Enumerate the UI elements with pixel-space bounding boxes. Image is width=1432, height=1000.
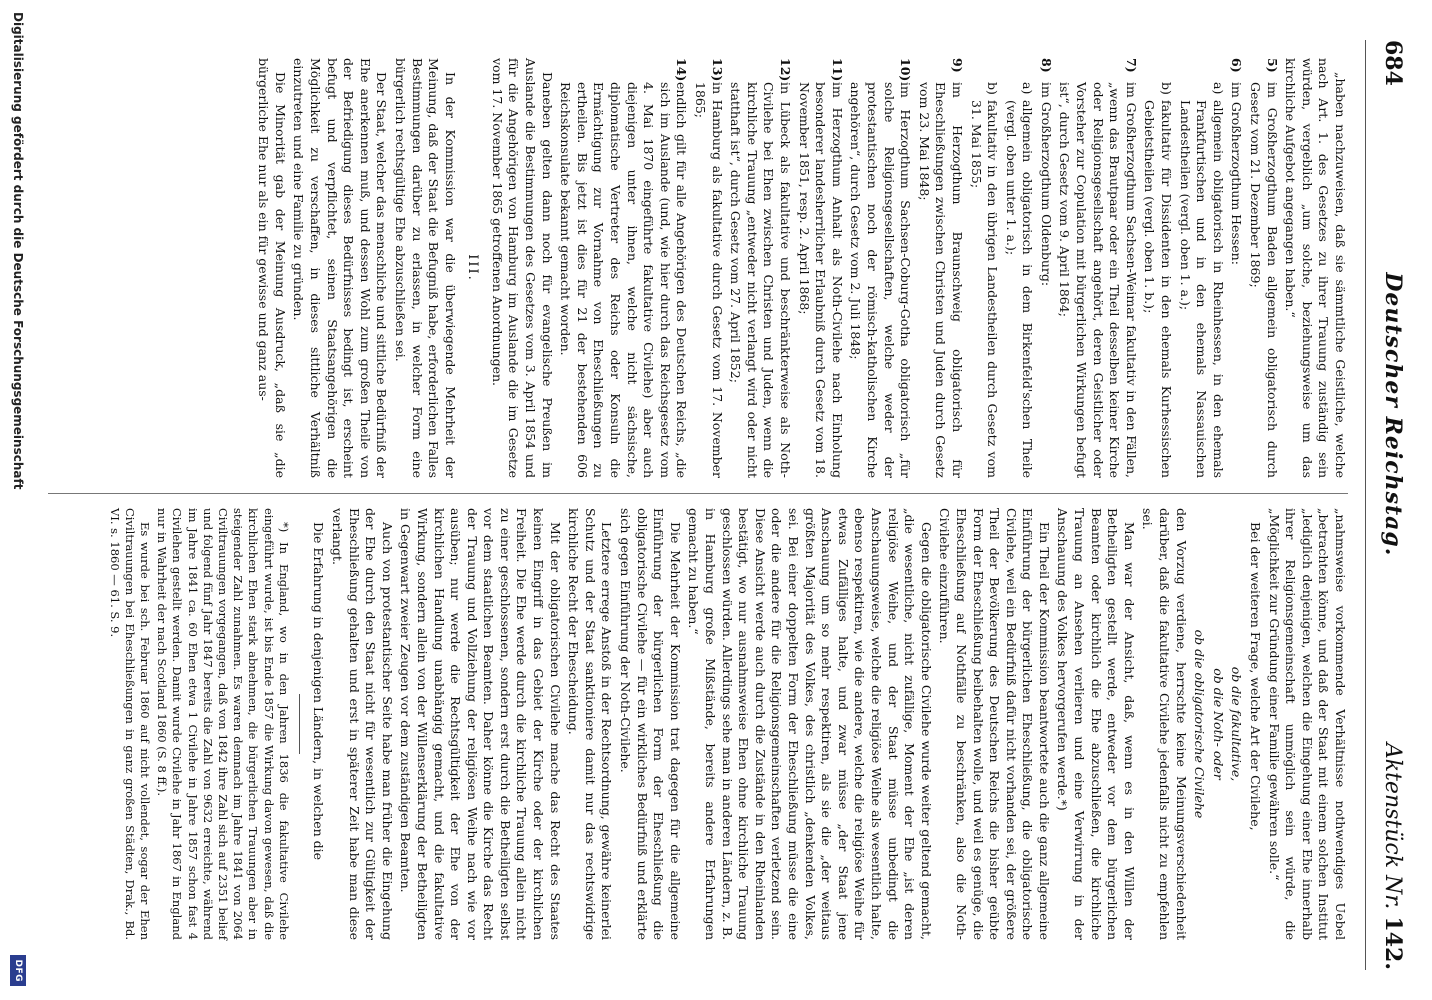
sub-list-item — [1141, 82, 1174, 478]
page-number: 684 — [1380, 40, 1406, 86]
paragraph: Die Mehrheit der Kommission trat dagegen für die allgemeine Einführung der bürgerlichen Form der Eheschließung die obligatorische Civilehe — für ein wirkliches Bedürfniß und erklärte sich gegen Einführung der Noth-Civilehe. — [618, 508, 683, 940]
item-number: 14) — [674, 58, 690, 82]
item-text: im Herzogthum Braunschweig obligatorisch für Eheschließungen zwischen Christen und Juden durch Gesetz vom 23. Mai 1848; — [916, 82, 965, 478]
item-text: fakultativ für Dissidenten in den ehemals Kurhessischen Gebietstheilen (vergl. oben 1. b.); — [1142, 100, 1175, 478]
item-number: 7) — [1123, 58, 1139, 73]
item-number: 12) — [778, 58, 793, 82]
item-text: im Großherzogthum Baden allgemein obligatorisch durch Gesetz vom 21. Dezember 1869; — [1248, 82, 1280, 478]
item-text: in Lübeck als fakultative und beschränkterweise als Noth-Civilehe bei Ehen zwischen Christen und Juden, wenn die kirchliche Trauung „entweder nicht verlangt wird oder nicht statthaft ist“, durch Gesetz vom 27. April 1852; — [728, 82, 793, 478]
paragraph: „nahmsweise vorkommende Verhältnisse nothwendiges Uebel „betrachten könne, und daß der Staat mit einem solchen Institut „lediglich denjenigen, welchen die Eingehung einer Ehe innerhalb ihrer Religionsgemeinschaft unmöglich sein würde, die „Möglichkeit zur Gründung einer Familie gewähren solle.“ — [1266, 508, 1348, 940]
paragraph: Der Staat, welcher das menschliche und sittliche Bedürfniß der Ehe anerkennen muß, und dessen Wohl zum großen Theile von der Befriedigung dieses Bedürfnisses bedingt ist, erscheint befugt und verpflichtet, seinen Staatsangehörigen die Möglichkeit zu verschaffen, in dieses sittliche Verhältniß einzutreten und eine Familie zu gründen. — [291, 58, 390, 478]
item-text: fakultativ in den übrigen Landestheilen durch Gesetz vom 31. Mai 1855; — [968, 100, 1001, 478]
paragraph: „haben nachzuweisen, daß sie sämmtliche Geistliche, welche nach Art. 1. des Gesetzes zu ihrer Trauung zuständig sein würden, vergeblich „um solche, beziehungsweise um das kirchliche Aufgebot angegangen haben.“ — [1283, 58, 1348, 478]
issue-prefix: Aktenstück Nr. — [1380, 742, 1405, 910]
item-text: allgemein obligatorisch in dem Birkenfeld'schen Theile (vergl. oben unter 1. a.); — [1003, 100, 1036, 478]
item-text: im Herzogthum Sachsen-Coburg-Gotha obligatorisch „für solche Religionsgesellschaften, welche weder der protestantischen noch der römisch-katholischen Kirche angehören“, durch Gesetz vom 2. Juli 1848; — [848, 82, 914, 478]
item-number: a) — [1020, 82, 1036, 95]
option-line: ob die Noth- oder — [1210, 668, 1226, 780]
option-line: ob die fakultative, — [1229, 666, 1245, 782]
left-column — [253, 58, 1348, 478]
paragraph: Ein Theil der Kommission beantwortete auch die ganz allgemeine Einführung der bürgerlichen Eheschließung, die obligatorische Civilehe, weil ein Bedürfniß dafür nicht vorhanden sei, der größere Theil der Bevölkerung des Deutschen Reichs die bisher geübte Form der Eheschließung beibehalten wolle, und weil es genüge, die Eheschließung auf Nothfälle zu beschränken, also die Noth-Civilehe einzuführen. — [937, 508, 1052, 940]
item-number: b) — [1159, 82, 1175, 95]
paragraph: Die Erfahrung in denjenigen Ländern, in welchen die — [311, 522, 327, 861]
list-item — [557, 58, 690, 478]
item-number: a) — [1210, 82, 1226, 95]
item-text: endlich gilt für alle Angehörigen des Deutschen Reichs, „die sich im Auslande (und, wie hier durch das Reichsgesetz vom 4. Mai 1870 eingeführte fakultative Civilehe) aber auch diejenigen unter ihnen, welche nicht sächsische, diplomatische Vertreter des Reichs oder Konsuln die Ermächtigung zur Vornahme von Eheschließungen zu ertheilen. Bis jetzt ist dies für 21 der bestehenden 606 Reichskonsulate bekannt gemacht worden. — [558, 82, 690, 478]
list-item — [691, 58, 724, 478]
list-item — [1037, 58, 1054, 478]
item-number: 10) — [898, 58, 914, 82]
right-column — [104, 508, 1348, 940]
list-item — [1056, 58, 1139, 478]
item-text: im Großherzogthum Oldenburg: — [1038, 82, 1054, 287]
list-item — [847, 58, 913, 478]
item-text: im Großherzogthum Hessen: — [1229, 82, 1245, 265]
paragraph: Letztere errege Anstoß in der Rechtsordnung, gewähre keinerlei Schutz und der Staat sanktioniere damit nur das rechtswidrige kirchliche Recht der Ehescheidung. — [566, 508, 615, 940]
sub-list-item — [1002, 82, 1035, 478]
right-column-body — [310, 508, 1348, 940]
column-divider — [48, 493, 1348, 494]
item-text: in Hamburg als fakultative durch Gesetz vom 17. November 1865; — [693, 82, 725, 478]
sub-list-item — [1176, 82, 1226, 478]
list-item — [1228, 58, 1245, 478]
list-item — [795, 58, 845, 478]
option-line: ob die obligatorische Civilehe — [1192, 629, 1208, 819]
footnote-separator — [299, 694, 300, 754]
item-number: b) — [985, 82, 1001, 95]
item-number: 5) — [1264, 58, 1280, 73]
paragraph: den Vorzug verdiene, herrschte keine Meinungsverschiedenheit darüber, daß die fakultative Civilehe jedenfalls nicht zu empfehlen sei. — [1140, 508, 1189, 940]
dfg-logo: DFG — [11, 955, 27, 986]
paragraph: Auch von protestantischer Seite habe man früher die Eingehung der Ehe durch den Staat nicht für wesentlich zur Gültigkeit der Eheschließung gehalten und erst in späterer Zeit habe man diese verlangt. — [329, 508, 395, 940]
paragraph: Mit der obligatorischen Civilehe mache das Recht des Staates keinen Eingriff in das Gebiet der Kirche oder der kirchlichen Freiheit. Die Ehe werde durch die kirchliche Trauung allein nicht zu einer geschlossenen, sondern erst durch die Betheiligten selbst vor dem staatlichen Beamten. Daher könne die Kirche das Recht der Trauung und Vollziehung der religiösen Weihe nach wie vor ausüben; nur werde die Rechtsgültigkeit der Ehe von der kirchlichen Handlung unabhängig gemacht, und die fakultative Wirkung, sondern allein von der Willenserklärung der Betheiligten in Gegenwart zweier Zeugen vor dem zuständigen Beamten. — [398, 508, 563, 940]
digitization-note: Digitalisierung gefördert durch die Deutsche Forschungsgemeinschaft — [11, 12, 26, 490]
list-item — [727, 58, 793, 478]
item-text: im Herzogthum Anhalt als Noth-Civilehe nach Einholung besonderer landesherrlicher Erlaubniß durch Gesetz vom 18. November 1851, resp. 2. April 1868; — [796, 82, 845, 478]
paragraph: Man war der Ansicht, daß, wenn es in den Willen der Betheiligten gestellt werde, entweder vor dem bürgerlichen Beamten oder kirchlich die Ehe abzuschließen, die kirchliche Trauung an Ansehen verlieren und eine Verwirrung in der Anschauung des Volkes hervorgerufen werde.*) — [1055, 508, 1137, 940]
footnote-paragraph: *) In England, wo in den Jahren 1836 die fakultative Civilehe eingeführt wurde, ist bis Ende 1857 die Wirkung davon gewesen, daß die kirchlichen Ehen stark abnehmen, die bürgerlichen Trauungen aber in steigender Zahl zunahmen. Es waren demnach im Jahre 1841 von 2064 Civiltrauungen vorgegangen, daß von 1842 ihre Zahl sich auf 2351 belief und folgend fünf Jahr 1847 bereits die Zahl von 9632 erreichte, während im Jahre 1841 ca. 60 Ehen etwa 1 Civilehe in Jahre 1857 schon fast 4 Civilehen gestellt werden. Damit wurde Civilehe in Jahr 1867 in England nur in Wahrheit der nach Scotland 1860 (S. 8 ff.). — [155, 508, 291, 940]
item-number: 13) — [709, 58, 725, 82]
paragraph: Die Minorität gab der Meinung Ausdruck, „daß sie „die bürgerliche Ehe nur als ein für gewisse und ganz aus- — [256, 58, 288, 478]
paper-title: Deutscher Reichstag. — [1380, 272, 1406, 557]
digitization-strip — [0, 0, 37, 1000]
item-number: 9) — [949, 58, 965, 73]
item-text: im Großherzogthum Sachsen-Weimar fakultativ in den Fällen, „wenn das Brautpaar oder ein Theil desselben keiner Kirche oder Religionsgesellschaft angehört, deren Geistlicher oder Vorsteher zur Copulation mit bürgerlichen Wirkungen befugt ist“, durch Gesetz vom 9. April 1864; — [1057, 82, 1139, 478]
paragraph: Gegen die obligatorische Civilehe wurde weiter geltend gemacht, „die wesentliche, nicht zufällige, Moment der Ehe „ist deren religiöse Weihe, und der Staat müsse unbedingt die Anschauungsweise, welche die religiöse Weihe als wesentlich halte, ebenso respektiren, wie die andere, welche die religiöse Weihe für etwas Zufälliges halte, und zwar müsse „der Staat jene Anschauung um so mehr respektiren, als sie die „der weitaus größten Majorität des Volkes, des christlich „denkenden Volkes, sei. Bei einer doppelten Form der Eheschließung müsse die eine oder die andere für die Religionsgemeinschaften verletzend sein. Diese Ansicht werde auch durch die Zustände in den Rheinlanden bestätigt, wo nur ausnahmsweise Ehen ohne kirchliche Trauung geschlossen würden. Allerdings sehe man in anderen Ländern, z. B. in Hamburg große Mißstände, bereits andere Erfahrungen gemacht zu haben.“ — [686, 508, 934, 940]
item-number: 6) — [1229, 58, 1245, 73]
paragraph: In der Kommission war die überwiegende Mehrheit der Meinung, daß der Staat die Befugniß habe, erforderlichen Falles Bestimmungen darüber zu erlassen, in welcher Form eine bürgerlich rechtsgültige Ehe abzuschließen sei. — [392, 58, 458, 478]
footnote-paragraph: Es wurde bei sch. Februar 1860 auf nicht vollendet, sogar der Ehen Civiltrauungen bei Eheschließungen in ganz großen Städten, Drak., Bd. VI. s. 1860 — 61. S. 9. — [107, 508, 152, 940]
footnote-block — [106, 508, 290, 940]
list-item — [915, 58, 965, 478]
item-number: 11) — [829, 58, 845, 82]
section-heading: III. — [465, 254, 481, 282]
list-item — [1246, 58, 1279, 478]
item-text: allgemein obligatorisch in Rheinhessen, in den ehemals Frankfurtischen und in den ehemals Nassauischen Landestheilen (vergl. oben 1. a.); — [1177, 100, 1226, 478]
item-number: 8) — [1038, 58, 1054, 73]
paragraph: Daneben gelten dann noch für evangelische Preußen im Auslande die Bestimmungen des Gesetzes vom 3. April 1854 und für die Angehörigen von Hamburg im Auslande die im Gesetze vom 17. November 1865 getroffenen Anordnungen. — [489, 58, 555, 478]
issue-number: 142. — [1380, 916, 1406, 970]
sub-list-item — [967, 82, 1000, 478]
issue-label — [1380, 743, 1406, 970]
page-header — [1365, 40, 1406, 970]
paragraph: Bei der weiteren Frage, welche Art der Civilehe, — [1248, 522, 1264, 831]
